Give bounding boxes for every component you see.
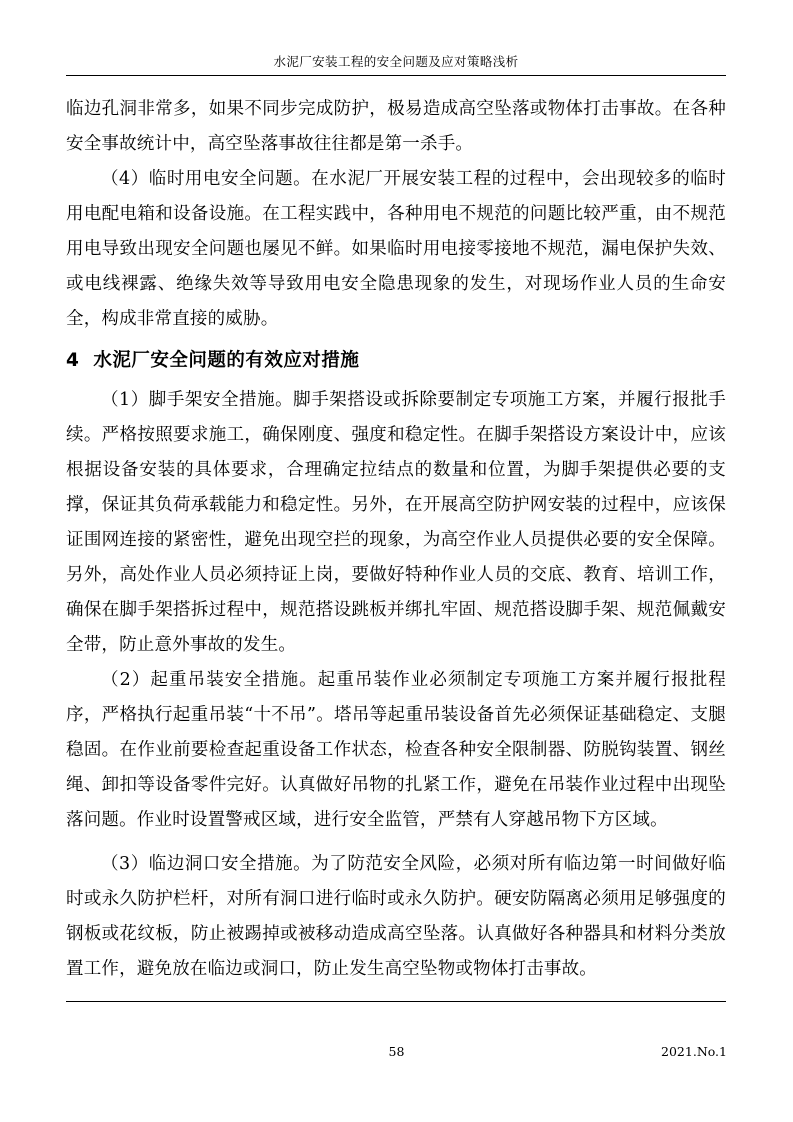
header-rule bbox=[66, 75, 726, 76]
section-number: 4 bbox=[66, 350, 80, 371]
paragraph-measure-3: （3）临边洞口安全措施。为了防范安全风险，必须对所有临边第一时间做好临时或永久防护栏杆，对所有洞口进行临时或永久防护。硬安防隔离必须用足够强度的钢板或花纹板，防止被踢掉或被移动造成高空坠落。认真做好各种器具和材料分类放置工作，避免放在临边或洞口，防止发生高空坠物或物体打击事故。 bbox=[66, 854, 726, 979]
paragraph-spacer bbox=[66, 838, 726, 847]
paragraph-measure-2: （2）起重吊装安全措施。起重吊装作业必须制定专项施工方案并履行报批程序，严格执行起重吊装“十不吊”。塔吊等起重吊装设备首先必须保证基础稳定、支腿稳固。在作业前要检查起重设备工作状态，检查各种安全限制器、防脱钩装置、钢丝绳、卸扣等设备零件完好。认真做好吊物的扎紧工作，避免在吊装作业过程中出现坠落问题。作业时设置警戒区域，进行安全监管，严禁有人穿越吊物下方区域。 bbox=[66, 670, 726, 830]
paragraph-measure-1: （1）脚手架安全措施。脚手架搭设或拆除要制定专项施工方案，并履行报批手续。严格按照要求施工，确保刚度、强度和稳定性。在脚手架搭设方案设计中，应该根据设备安装的具体要求，合理确定拉结点的数量和位置，为脚手架提供必要的支撑，保证其负荷承载能力和稳定性。另外，在开展高空防护网安装的过程中，应该保证围网连接的紧密性，避免出现空拦的现象，为高空作业人员提供必要的安全保障。另外，高处作业人员必须持证上岗，要做好特种作业人员的交底、教育、培训工作，确保在脚手架搭拆过程中，规范搭设跳板并绑扎牢固、规范搭设脚手架、规范佩戴安全带，防止意外事故的发生。 bbox=[66, 390, 726, 655]
running-header: 水泥厂安装工程的安全问题及应对策略浅析 bbox=[273, 54, 519, 69]
footer-page-number: 58 bbox=[388, 1044, 405, 1059]
footer-issue: 2021.No.1 bbox=[661, 1044, 727, 1059]
page-content bbox=[66, 52, 726, 1002]
section-heading bbox=[66, 343, 726, 379]
section-title: 水泥厂安全问题的有效应对措施 bbox=[93, 350, 360, 371]
footer-rule bbox=[66, 1001, 726, 1002]
paragraph-item-4: （4）临时用电安全问题。在水泥厂开展安装工程的过程中，会出现较多的临时用电配电箱和设备设施。在工程实践中，各种用电不规范的问题比较严重，由不规范用电导致出现安全问题也屡见不鲜。如果临时用电接零接地不规范，漏电保护失效、或电线裸露、绝缘失效等导致用电安全隐患现象的发生，对现场作业人员的生命安全，构成非常直接的威胁。 bbox=[66, 169, 726, 329]
paragraph-continued: 临边孔洞非常多，如果不同步完成防护，极易造成高空坠落或物体打击事故。在各种安全事故统计中，高空坠落事故往往都是第一杀手。 bbox=[66, 99, 726, 154]
